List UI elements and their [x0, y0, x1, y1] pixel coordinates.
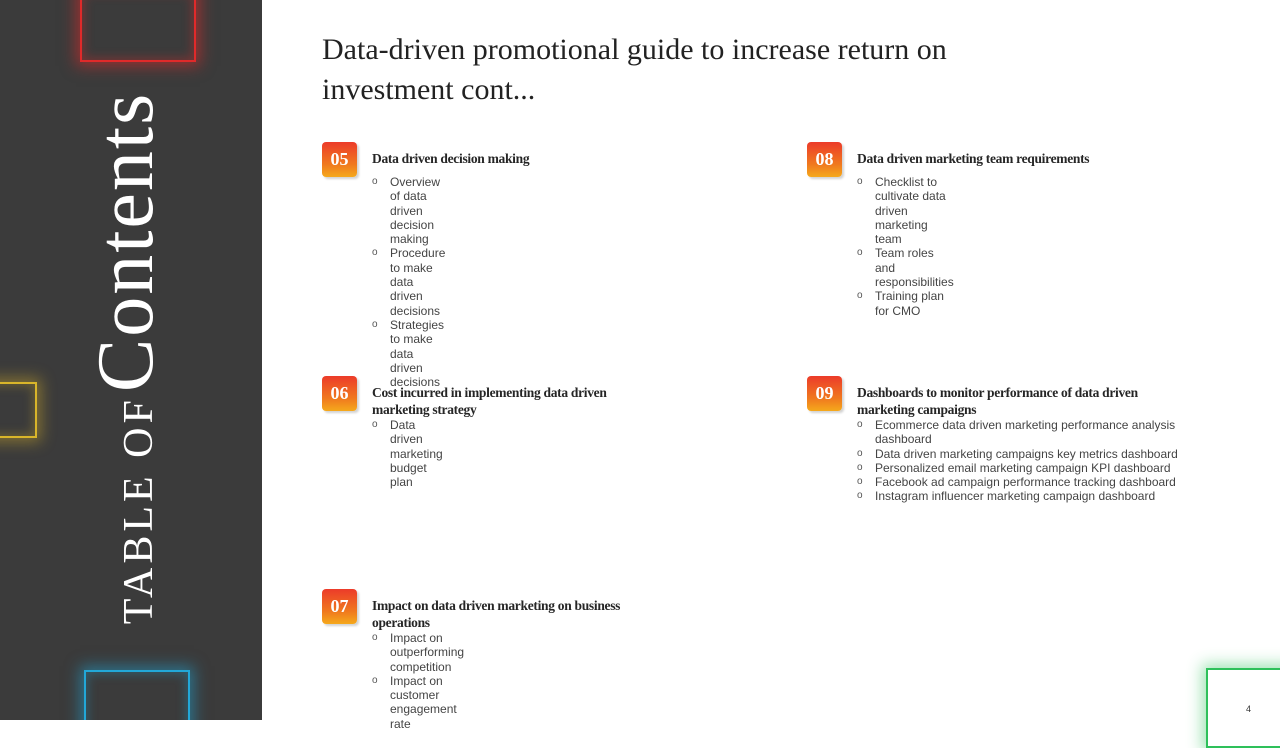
- section-number-badge: 08: [807, 142, 842, 177]
- section-heading: Dashboards to monitor performance of data driven marketing campaigns: [857, 385, 1138, 417]
- list-item: o Personalized email marketing campaign KPI dashboard: [857, 461, 1187, 475]
- yellow-glow-frame: [0, 382, 37, 438]
- list-item: o Strategies to make data driven decisions: [372, 318, 445, 389]
- section-item-list: [372, 175, 445, 389]
- list-item: o Procedure to make data driven decisions: [372, 246, 445, 317]
- list-item: o Data driven marketing campaigns key metrics dashboard: [857, 447, 1187, 461]
- list-item: o Checklist to cultivate data driven marketing team: [857, 175, 954, 246]
- blue-glow-frame: [84, 670, 190, 720]
- section-item-list: [857, 175, 954, 318]
- title-small: TABLE OF: [116, 396, 162, 625]
- list-item: o Instagram influencer marketing campaign dashboard: [857, 489, 1187, 503]
- page-number: 4: [1246, 704, 1252, 714]
- list-item: o Impact on outperforming competition: [372, 631, 464, 674]
- list-item: o Training plan for CMO: [857, 289, 954, 318]
- list-item: o Team roles and responsibilities: [857, 246, 954, 289]
- list-item: o Impact on customer engagement rate: [372, 674, 464, 731]
- section-number-badge: 07: [322, 589, 357, 624]
- section-heading: Data driven marketing team requirements: [857, 151, 1090, 166]
- section-number-badge: 06: [322, 376, 357, 411]
- section-heading: Data driven decision making: [372, 151, 530, 166]
- section-item-list: [372, 631, 464, 731]
- list-item: o Ecommerce data driven marketing performance analysis dashboard: [857, 418, 1187, 447]
- page-title: Data-driven promotional guide to increase return on investment cont...: [322, 33, 947, 106]
- title-big: Contents: [82, 91, 170, 393]
- table-of-contents-title: [82, 91, 170, 625]
- section-number-badge: 05: [322, 142, 357, 177]
- section-number-badge: 09: [807, 376, 842, 411]
- green-glow-frame: [1206, 668, 1280, 748]
- list-item: o Data driven marketing budget plan: [372, 418, 443, 489]
- list-item: o Facebook ad campaign performance tracking dashboard: [857, 475, 1187, 489]
- section-heading: Cost incurred in implementing data driven marketing strategy: [372, 385, 607, 417]
- sidebar-panel: [0, 0, 262, 720]
- section-item-list: [372, 418, 443, 489]
- red-glow-frame: [80, 0, 196, 62]
- list-item: o Overview of data driven decision making: [372, 175, 445, 246]
- section-heading: Impact on data driven marketing on business operations: [372, 598, 621, 630]
- section-item-list: [857, 418, 1187, 504]
